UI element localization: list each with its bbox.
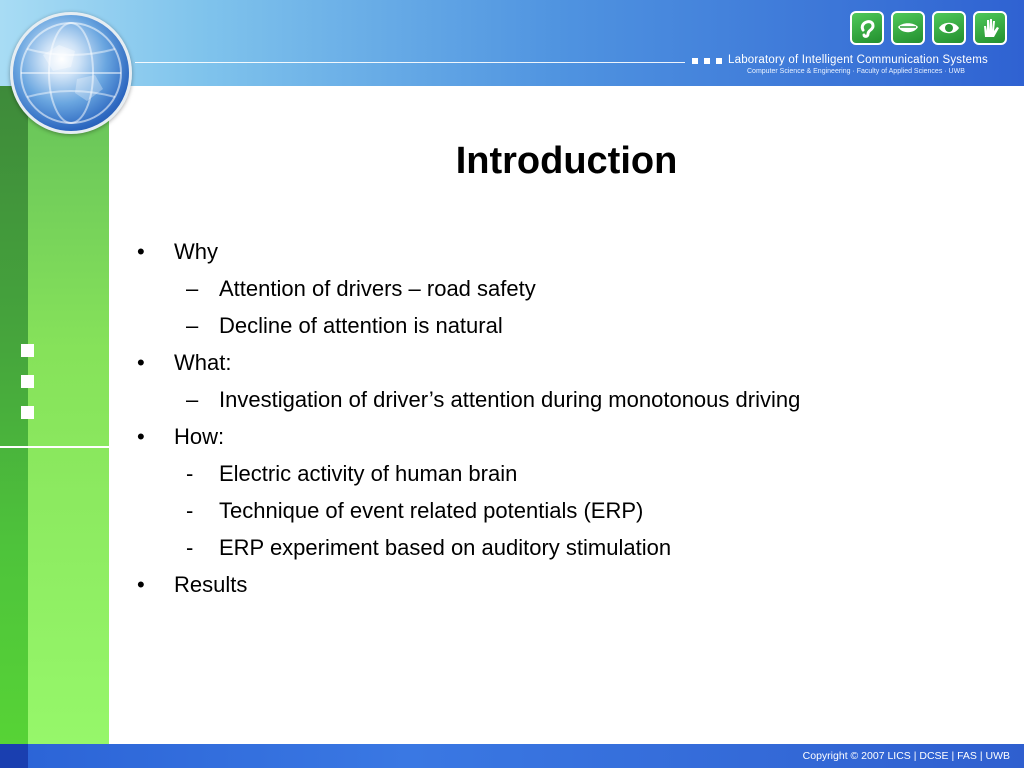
- bullet-text: Electric activity of human brain: [219, 461, 518, 486]
- bullet-marker: •: [137, 424, 145, 449]
- bullet-marker: -: [186, 498, 194, 523]
- lab-name: Laboratory of Intelligent Communication Systems: [728, 54, 988, 66]
- bullet-text: Attention of drivers – road safety: [219, 276, 536, 301]
- bullet-text: What:: [174, 350, 232, 375]
- bullet-marker: •: [137, 239, 145, 264]
- mouth-icon: [891, 11, 925, 45]
- copyright-text: Copyright © 2007 LICS | DCSE | FAS | UWB: [802, 750, 1010, 762]
- hand-icon: [973, 11, 1007, 45]
- ear-icon: [850, 11, 884, 45]
- bullet-text: Decline of attention is natural: [219, 313, 503, 338]
- sense-icons: [850, 11, 1007, 45]
- sidebar-squares: [21, 344, 34, 437]
- bullet-marker: –: [186, 276, 199, 301]
- bullet-marker: •: [137, 350, 145, 375]
- bullet-text: Investigation of driver’s attention during monotonous driving: [219, 387, 801, 412]
- footer-accent: [0, 744, 28, 768]
- bullet-marker: -: [186, 535, 194, 560]
- bullet-marker: –: [186, 313, 199, 338]
- bullet-marker: •: [137, 572, 145, 597]
- bullet-text: How:: [174, 424, 225, 449]
- bullet-marker: -: [186, 461, 194, 486]
- bullet-text: Results: [174, 572, 248, 597]
- header-dots: [692, 58, 722, 64]
- bullet-text: Why: [174, 239, 218, 264]
- sidebar-light-strip: [28, 86, 109, 744]
- sidebar-divider: [0, 446, 109, 448]
- globe-logo: [10, 12, 132, 134]
- bullet-marker: –: [186, 387, 199, 412]
- lab-subtitle: Computer Science & Engineering · Faculty of Applied Sciences · UWB: [747, 68, 965, 75]
- header-divider: [135, 62, 685, 63]
- bullet-text: Technique of event related potentials (ERP): [219, 498, 644, 523]
- slide-title: Introduction: [455, 140, 678, 182]
- eye-icon: [932, 11, 966, 45]
- bullet-text: ERP experiment based on auditory stimulation: [219, 535, 672, 560]
